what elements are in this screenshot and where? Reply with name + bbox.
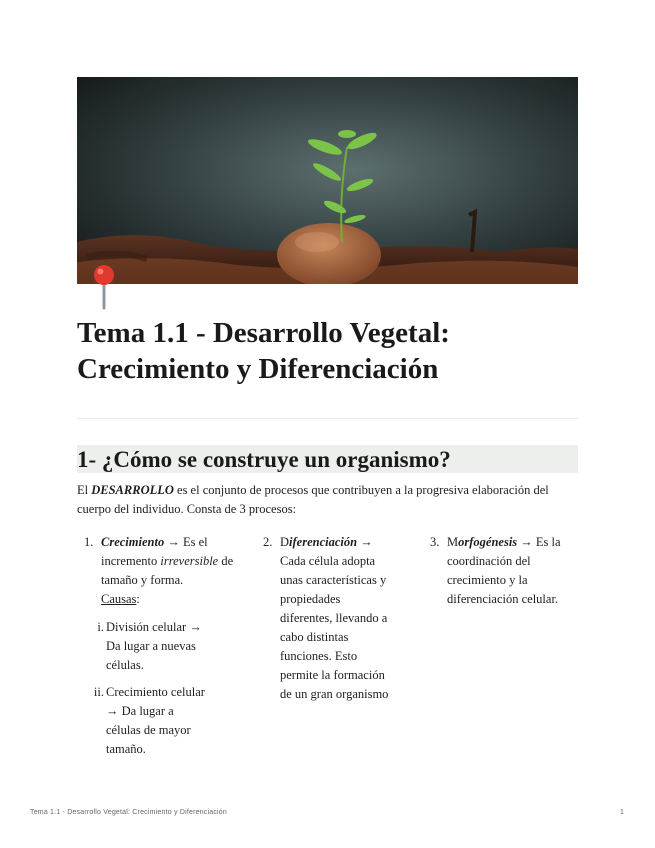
page-title xyxy=(77,315,577,387)
crecimiento-rest: de tamaño y forma. xyxy=(101,554,234,587)
intro-text-start: El xyxy=(77,483,92,497)
roman-numeral: i. xyxy=(97,620,104,634)
intro-bold-term: DESARROLLO xyxy=(91,483,174,497)
cover-image xyxy=(77,77,578,284)
causas-colon: : xyxy=(136,592,140,606)
page-number: 1 xyxy=(620,809,624,816)
list-number: 3. xyxy=(430,535,440,549)
title-line-2: Crecimiento y Diferenciación xyxy=(77,353,439,385)
italic-irreversible: irreversible xyxy=(160,554,219,568)
morfogenesis-text xyxy=(447,533,572,609)
diferenciacion-body: → Cada célula adopta unas características y propiedades diferentes, llevando a cabo distintas funciones. Esto permite la formación de un gran organismo xyxy=(280,535,389,701)
roman-numeral: ii. xyxy=(93,685,104,699)
intro-paragraph xyxy=(77,481,577,519)
list-number: 2. xyxy=(263,535,273,549)
section-heading: 1- ¿Cómo se construye un organismo? xyxy=(77,445,578,473)
morfogenesis-body: → Es la coordinación del crecimiento y la diferenciación celular. xyxy=(447,535,561,606)
divider xyxy=(77,418,578,419)
term-diferenciacion: iferenciación xyxy=(289,535,358,549)
sprout-photo xyxy=(77,77,578,284)
subitem-text: División celular → Da lugar a nuevas células. xyxy=(106,620,202,672)
crecimiento-text xyxy=(101,533,236,590)
causas-link: Causas xyxy=(101,592,137,606)
diferenciacion-text xyxy=(280,533,393,704)
footer-title: Tema 1.1 - Desarrollo Vegetal: Crecimiento y Diferenciación xyxy=(30,809,227,816)
term-first-letter: D xyxy=(280,535,290,549)
term-morfogenesis: orfogénesis xyxy=(458,535,518,549)
title-line-1: Tema 1.1 - Desarrollo Vegetal: xyxy=(77,317,450,349)
round-pushpin-icon xyxy=(89,264,119,310)
term-first-letter: M xyxy=(447,535,459,549)
term-crecimiento: Crecimiento xyxy=(101,535,165,549)
list-number: 1. xyxy=(84,535,94,549)
subitem-text: Crecimiento celular → Da lugar a células de mayor tamaño. xyxy=(106,685,205,756)
crecimiento-arrow-text: → Es el incremento xyxy=(101,535,208,568)
intro-text-rest: es el conjunto de procesos que contribuyen a la progresiva elaboración del cuerpo del individuo. Consta de 3 procesos: xyxy=(77,483,549,516)
causas-label xyxy=(101,590,236,609)
